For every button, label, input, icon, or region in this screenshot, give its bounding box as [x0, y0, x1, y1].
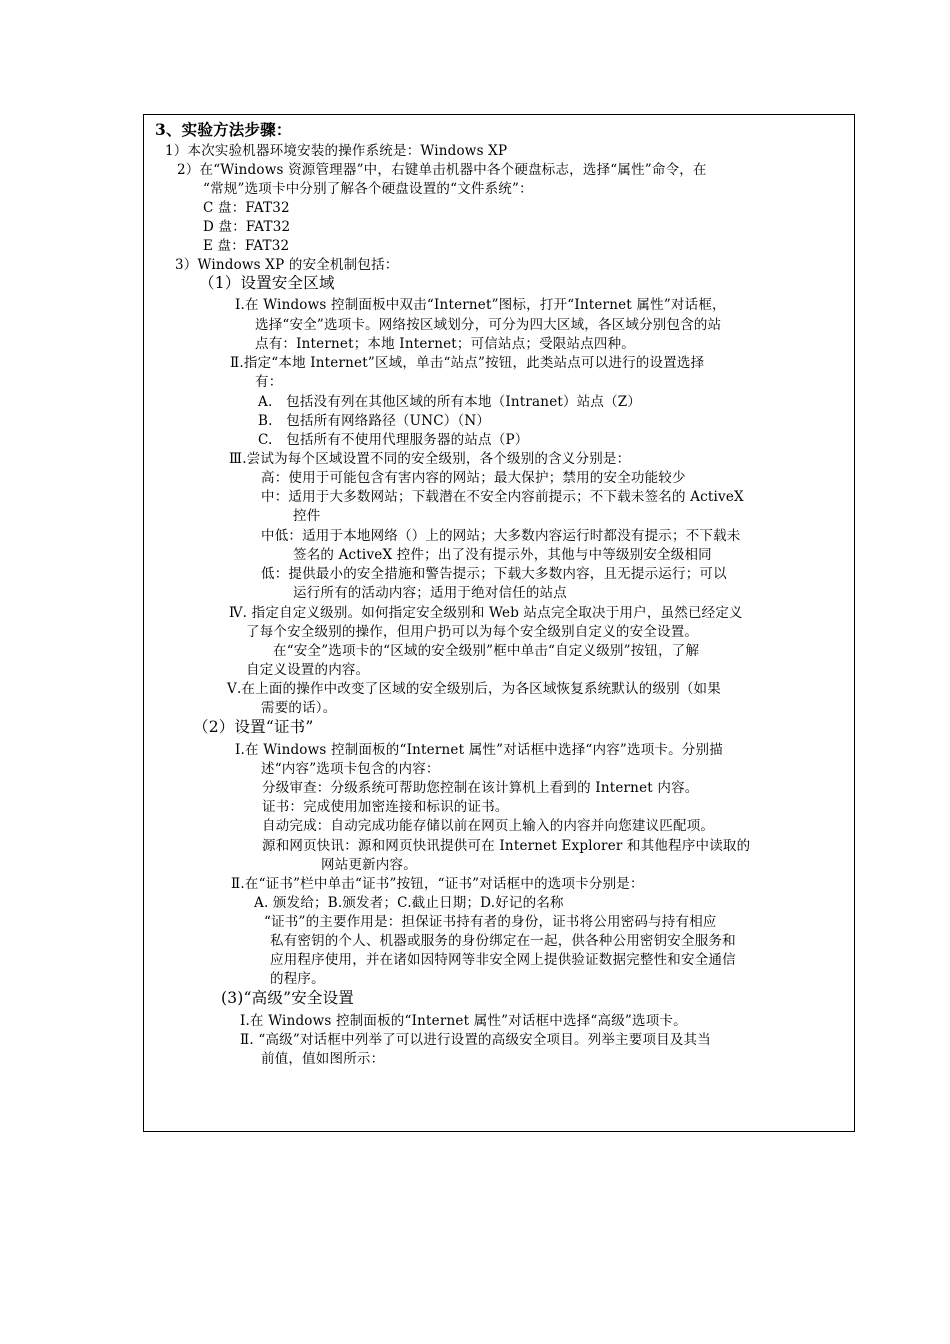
- line-27: 在“安全”选项卡的“区域的安全级别”框中单击“自定义级别”按钮，了解: [273, 643, 700, 659]
- line-7: 3）Windows XP 的安全机制包括：: [175, 257, 399, 273]
- line-15: B. 包括所有网络路径（UNC）（N）: [258, 413, 491, 429]
- line-42: 私有密钥的个人、机器或服务的身份绑定在一起，供各种公用密钥安全服务和: [270, 933, 736, 949]
- line-43: 应用程序使用，并在诸如因特网等非安全网上提供验证数据完整性和安全通信: [270, 952, 736, 968]
- line-17: Ⅲ.尝试为每个区域设置不同的安全级别，各个级别的含义分别是：: [229, 451, 631, 467]
- line-29: Ⅴ.在上面的操作中改变了区域的安全级别后，为各区域恢复系统默认的级别（如果: [227, 681, 721, 697]
- line-35: 证书：完成使用加密连接和标识的证书。: [262, 799, 509, 815]
- line-40: A. 颁发给；B.颁发者；C.截止日期；D.好记的名称: [254, 895, 564, 911]
- line-21: 中低：适用于本地网络（）上的网站；大多数内容运行时都没有提示；不下载未: [261, 528, 741, 544]
- line-18: 高：使用于可能包含有害内容的网站；最大保护；禁用的安全功能较少: [261, 470, 686, 486]
- line-10: 选择“安全”选项卡。网络按区域划分，可分为四大区域，各区域分别包含的站: [255, 317, 722, 333]
- line-34: 分级审查：分级系统可帮助您控制在该计算机上看到的 Internet 内容。: [262, 780, 699, 796]
- line-25: Ⅳ. 指定自定义级别。如何指定安全级别和 Web 站点完全取决于用户，虽然已经定义: [229, 605, 743, 621]
- line-48: 前值，值如图所示：: [261, 1051, 385, 1067]
- line-39: Ⅱ.在“证书”栏中单击“证书”按钮，“证书”对话框中的选项卡分别是：: [231, 876, 644, 892]
- line-12: Ⅱ.指定“本地 Internet”区域，单击“站点”按钮，此类站点可以进行的设置选择: [230, 355, 705, 371]
- line-33: 述“内容”选项卡包含的内容：: [261, 761, 440, 777]
- line-9: Ⅰ.在 Windows 控制面板中双击“Internet”图标，打开“Internet 属性”对话框，: [235, 297, 726, 313]
- line-22: 签名的 ActiveX 控件；出了没有提示外，其他与中等级别安全级相同: [293, 547, 712, 563]
- subsection-2-heading: （2）设置“证书”: [193, 718, 314, 736]
- line-3: “常规”选项卡中分别了解各个硬盘设置的“文件系统”：: [203, 181, 533, 197]
- line-6: E 盘：FAT32: [203, 238, 290, 254]
- line-20: 控件: [293, 508, 321, 524]
- line-13: 有：: [255, 374, 283, 390]
- section-title: 3、实验方法步骤：: [155, 120, 292, 139]
- line-14: A. 包括没有列在其他区域的所有本地（Intranet）站点（Z）: [258, 394, 642, 410]
- line-4: C 盘：FAT32: [203, 200, 290, 216]
- line-41: “证书”的主要作用是：担保证书持有者的身份，证书将公用密码与持有相应: [264, 914, 717, 930]
- line-37: 源和网页快讯：源和网页快讯提供可在 Internet Explorer 和其他程序中读取的: [262, 838, 751, 854]
- line-30: 需要的话）。: [261, 700, 337, 716]
- line-16: C. 包括所有不使用代理服务器的站点（P）: [258, 432, 529, 448]
- line-28: 自定义设置的内容。: [246, 662, 370, 678]
- line-32: Ⅰ.在 Windows 控制面板的“Internet 属性”对话框中选择“内容”选项卡。分别描: [235, 742, 723, 758]
- line-44: 的程序。: [270, 971, 325, 987]
- line-11: 点有：Internet；本地 Internet；可信站点；受限站点四种。: [255, 336, 635, 352]
- line-47: Ⅱ. “高级”对话框中列举了可以进行设置的高级安全项目。列举主要项目及其当: [240, 1032, 711, 1048]
- subsection-1-heading: （1）设置安全区域: [199, 274, 335, 292]
- line-24: 运行所有的活动内容；适用于绝对信任的站点: [293, 585, 567, 601]
- line-19: 中：适用于大多数网站；下载潜在不安全内容前提示；不下载未签名的 ActiveX: [261, 489, 744, 505]
- line-23: 低：提供最小的安全措施和警告提示；下载大多数内容，且无提示运行；可以: [261, 566, 727, 582]
- line-2: 2）在“Windows 资源管理器”中，右键单击机器中各个硬盘标志，选择“属性”命令，在: [177, 162, 707, 178]
- subsection-3-heading: (3)“高级”安全设置: [221, 989, 355, 1007]
- line-1: 1）本次实验机器环境安装的操作系统是：Windows XP: [165, 143, 508, 159]
- line-46: Ⅰ.在 Windows 控制面板的“Internet 属性”对话框中选择“高级”选项卡。: [240, 1013, 687, 1029]
- line-36: 自动完成：自动完成功能存储以前在网页上输入的内容并向您建议匹配项。: [262, 818, 715, 834]
- line-38: 网站更新内容。: [321, 857, 417, 873]
- line-26: 了每个安全级别的操作，但用户扔可以为每个安全级别自定义的安全设置。: [246, 624, 699, 640]
- line-5: D 盘：FAT32: [203, 219, 291, 235]
